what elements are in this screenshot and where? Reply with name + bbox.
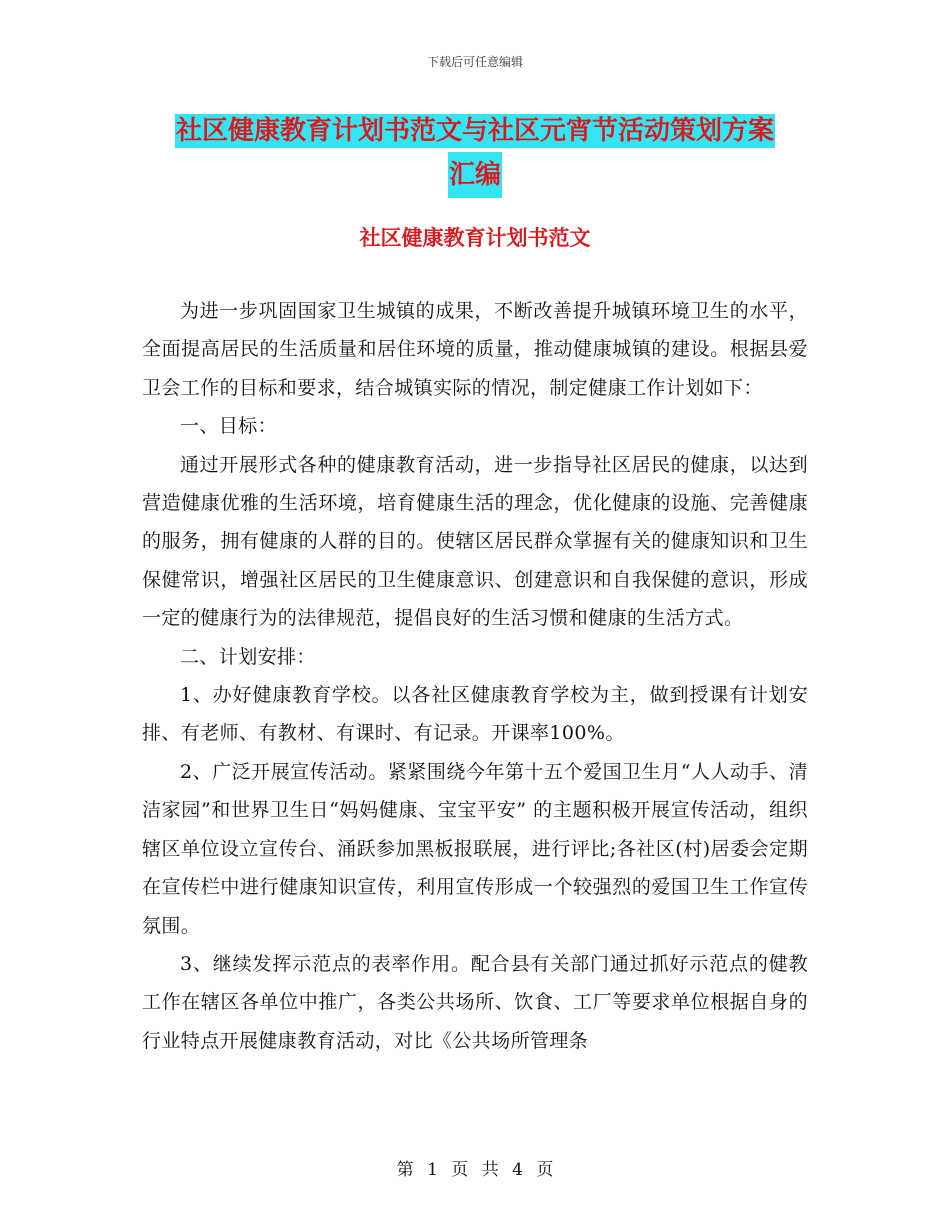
body-text: [142, 292, 808, 1060]
title-line-2: 汇编: [448, 152, 502, 198]
heading-plan: 二、计划安排：: [180, 645, 316, 668]
paragraph-plan-1: 1、办好健康教育学校。以各社区健康教育学校为主，做到授课有计划安排、有老师、有教材、有课时、有记录。开课率100%。: [142, 684, 808, 745]
heading-goals: 一、目标：: [180, 415, 278, 438]
page-number: 第 1 页 共 4 页: [396, 1160, 554, 1180]
paragraph-plan-3: 3、继续发挥示范点的表率作用。配合县有关部门通过抓好示范点的健教工作在辖区各单位中推广，各类公共场所、饮食、工厂等要求单位根据自身的行业特点开展健康教育活动，对比《公共场所管理条: [142, 952, 808, 1052]
document-title: [0, 110, 950, 198]
header-note: 下载后可任意编辑: [426, 55, 523, 69]
title-line-1: 社区健康教育计划书范文与社区元宵节活动策划方案: [175, 116, 774, 146]
paragraph-plan-2: 2、广泛开展宣传活动。紧紧围绕今年第十五个爱国卫生月“人人动手、清洁家园”和世界卫生日“妈妈健康、宝宝平安” 的主题积极开展宣传活动，组织辖区单位设立宣传台、涌跃参加黑板报联展，进行评比;各社区(村)居委会定期在宣传栏中进行健康知识宣传，利用宣传形成一个较强烈的爱国卫生工作宣传氛围。: [142, 760, 808, 937]
paragraph-goals: 通过开展形式各种的健康教育活动，进一步指导社区居民的健康，以达到营造健康优雅的生活环境，培育健康生活的理念，优化健康的设施、完善健康的服务，拥有健康的人群的目的。使辖区居民群众掌握有关的健康知识和卫生保健常识，增强社区居民的卫生健康意识、创建意识和自我保健的意识，形成一定的健康行为的法律规范，提倡良好的生活习惯和健康的生活方式。: [142, 453, 808, 630]
section-title: 社区健康教育计划书范文: [359, 225, 591, 250]
paragraph-intro: 为进一步巩固国家卫生城镇的成果，不断改善提升城镇环境卫生的水平，全面提高居民的生活质量和居住环境的质量，推动健康城镇的建设。根据县爱卫会工作的目标和要求，结合城镇实际的情况，制定健康工作计划如下：: [142, 300, 808, 399]
